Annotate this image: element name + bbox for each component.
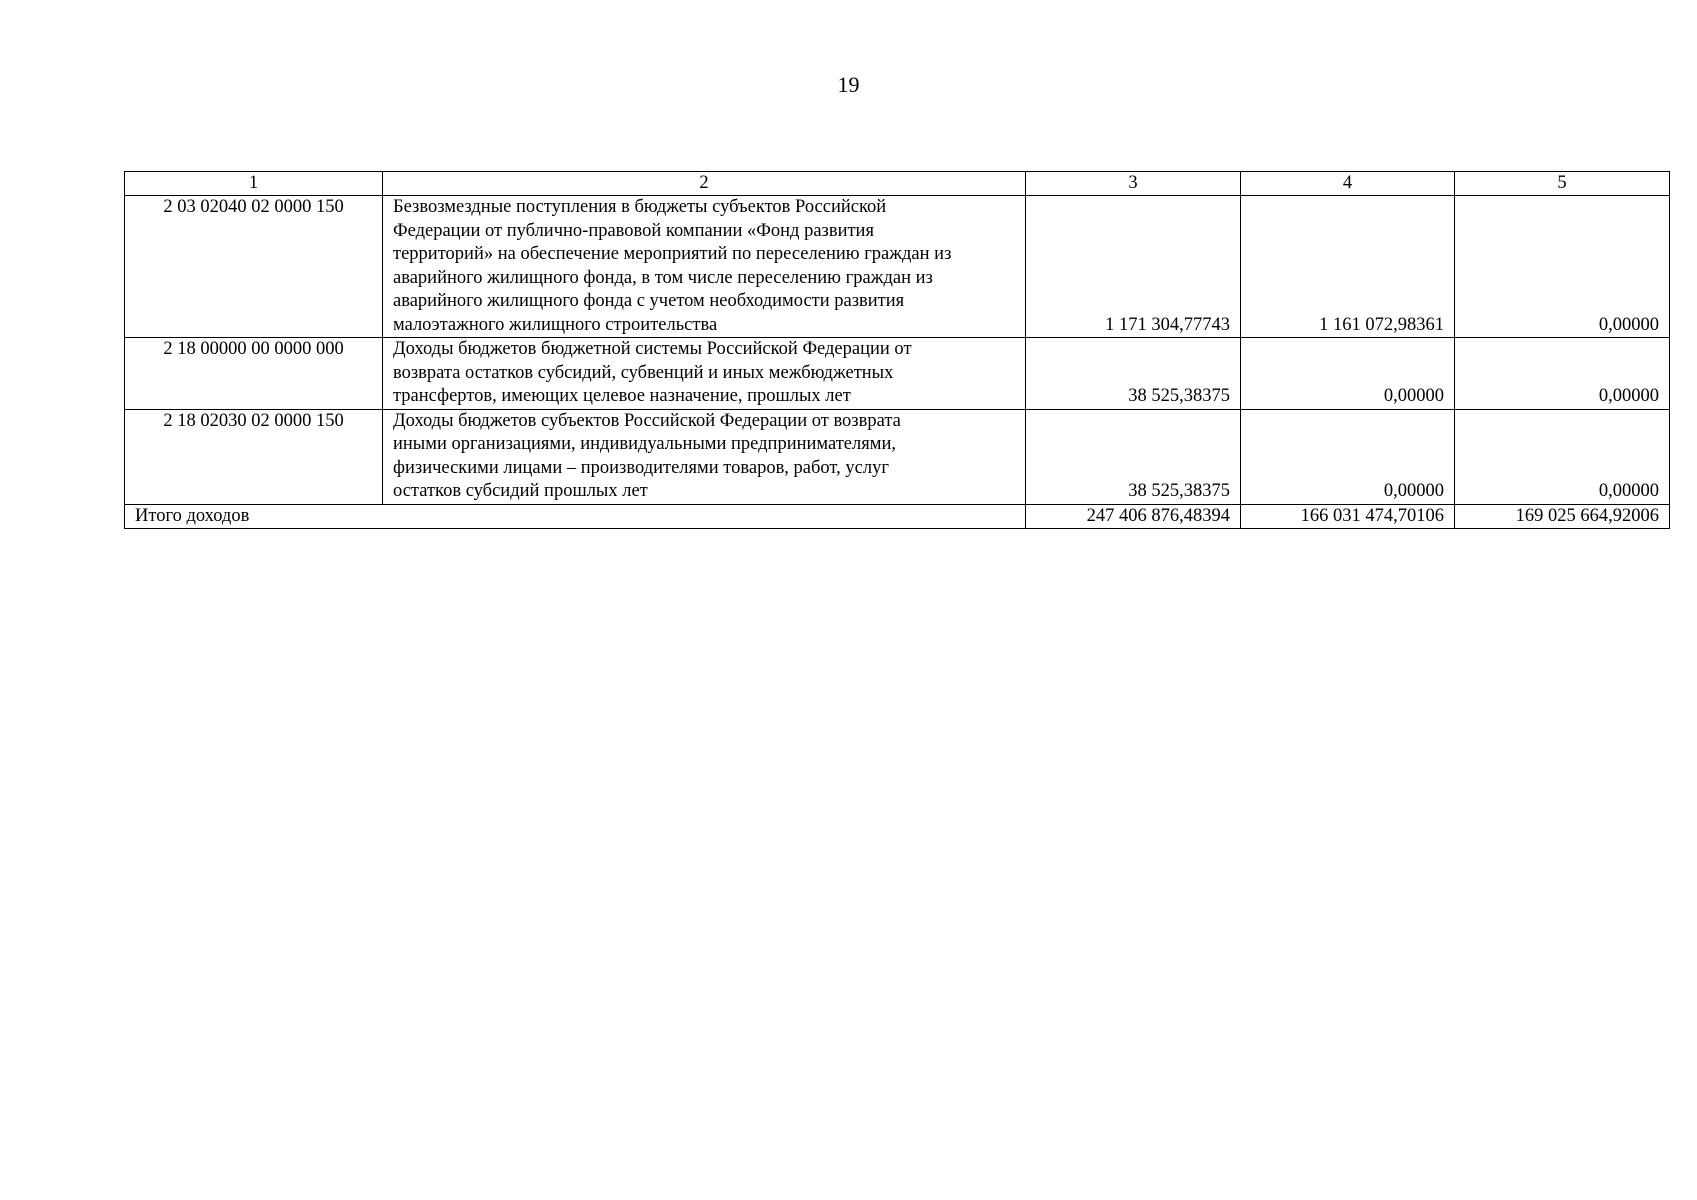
table-row [125,338,1670,410]
description-line: трансфертов, имеющих целевое назначение, прошлых лет [393,386,851,406]
amount-col4: 0,00000 [1241,338,1455,410]
description-line: физическими лицами – производителями товаров, работ, услуг [393,457,889,478]
amount-col3: 38 525,38375 [1026,409,1241,504]
amount-col5: 0,00000 [1455,196,1670,338]
column-number-row [125,172,1670,196]
amount-col5: 0,00000 [1455,409,1670,504]
table-row [125,196,1670,338]
revenue-description [383,196,1026,338]
total-col4: 166 031 474,70106 [1241,504,1455,529]
revenue-table [124,171,1670,529]
total-col5: 169 025 664,92006 [1455,504,1670,529]
budget-code: 2 18 00000 00 0000 000 [125,338,383,410]
description-line: возврата остатков субсидий, субвенций и иных межбюджетных [393,362,894,383]
table-row [125,409,1670,504]
description-line: Доходы бюджетов субъектов Российской Федерации от возврата [393,410,901,431]
budget-code: 2 18 02030 02 0000 150 [125,409,383,504]
revenue-description [383,409,1026,504]
total-row [125,504,1670,529]
total-col3: 247 406 876,48394 [1026,504,1241,529]
column-number-3: 3 [1026,172,1241,196]
column-number-1: 1 [125,172,383,196]
amount-col4: 0,00000 [1241,409,1455,504]
column-number-2: 2 [383,172,1026,196]
description-line: остатков субсидий прошлых лет [393,481,648,501]
description-line: малоэтажного жилищного строительства [393,314,718,335]
description-line: Безвозмездные поступления в бюджеты субъектов Российской [393,197,887,217]
description-line: Доходы бюджетов бюджетной системы Российской Федерации от [393,339,912,359]
description-line: аварийного жилищного фонда с учетом необходимости развития [393,291,905,311]
amount-col3: 1 171 304,77743 [1026,196,1241,338]
total-label: Итого доходов [125,504,1026,529]
description-line: территорий» на обеспечение мероприятий по переселению граждан из [393,244,952,264]
column-number-5: 5 [1455,172,1670,196]
amount-col4: 1 161 072,98361 [1241,196,1455,338]
description-line: аварийного жилищного фонда, в том числе переселению граждан из [393,267,933,288]
column-number-4: 4 [1241,172,1455,196]
description-line: иными организациями, индивидуальными предпринимателями, [393,434,896,454]
revenue-description [383,338,1026,410]
description-line: Федерации от публично-правовой компании «Фонд развития [393,220,874,241]
budget-code: 2 03 02040 02 0000 150 [125,196,383,338]
page-number: 19 [837,72,860,97]
amount-col5: 0,00000 [1455,338,1670,410]
amount-col3: 38 525,38375 [1026,338,1241,410]
